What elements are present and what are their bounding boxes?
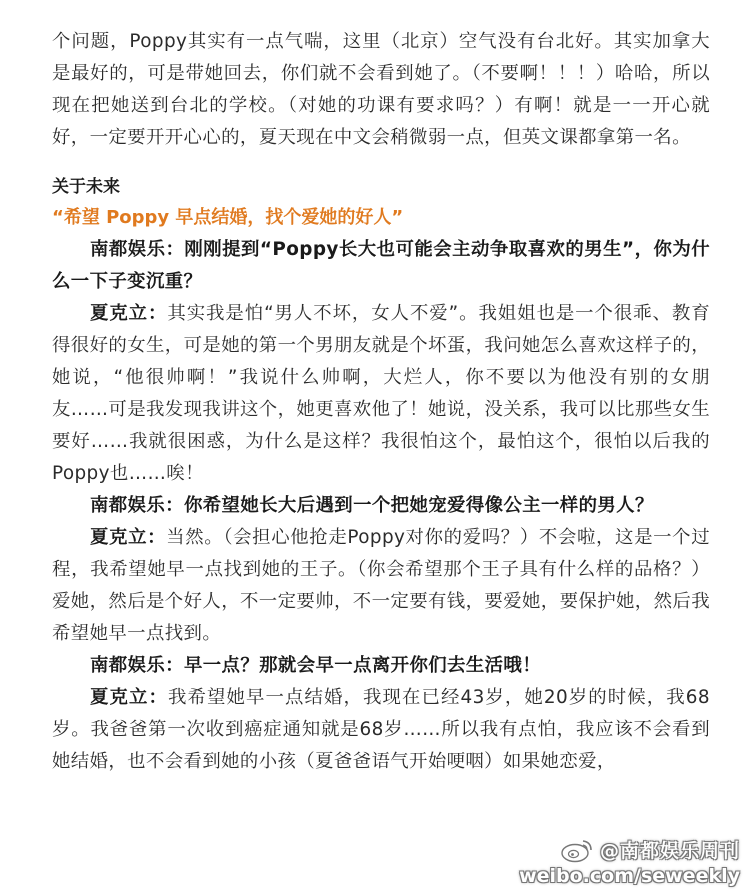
watermark-account-row <box>519 836 740 863</box>
intro-paragraph: 个问题，Poppy其实有一点气喘，这里（北京）空气没有台北好。其实加拿大是最好的，可是带她回去，你们就不会看到她了。（不要啊！！！）哈哈，所以现在把她送到台北的学校。（对她的功课有要求吗？）有啊！就是一一开心就好，一定要开开心心的，夏天现在中文会稍微弱一点，但英文课都拿第一名。 <box>52 31 710 148</box>
question-text: 刚刚提到“Poppy长大也可能会主动争取喜欢的男生”，你为什么一下子变沉重？ <box>52 239 710 292</box>
question-speaker: 南都娱乐： <box>90 655 184 676</box>
answer-speaker: 夏克立： <box>90 687 168 708</box>
qa-question <box>52 234 710 298</box>
answer-text: 我希望她早一点结婚，我现在已经43岁，她20岁的时候，我68岁。我爸爸第一次收到癌症通知就是68岁……所以我有点怕，我应该不会看到她结婚，也不会看到她的小孩（夏爸爸语气开始哽咽）如果她恋爱， <box>52 687 710 772</box>
qa-answer <box>52 682 710 778</box>
section-subtitle: “希望 Poppy 早点结婚，找个爱她的好人” <box>52 207 404 228</box>
weibo-logo-icon <box>560 837 594 863</box>
weibo-watermark <box>519 836 740 887</box>
question-text: 你希望她长大后遇到一个把她宠爱得像公主一样的男人？ <box>183 495 654 516</box>
watermark-account-name: @南都娱乐周刊 <box>599 840 740 862</box>
answer-speaker: 夏克立： <box>90 527 167 548</box>
answer-text: 当然。（会担心他抢走Poppy对你的爱吗？）不会啦，这是一个过程，我希望她早一点找到她的王子。（你会希望那个王子具有什么样的品格？）爱她，然后是个好人，不一定要帅，不一定要有钱，要爱她，要保护她，然后我希望她早一点找到。 <box>52 527 710 644</box>
qa-answer <box>52 298 710 490</box>
watermark-url: weibo.com/seweekly <box>519 865 740 887</box>
answer-speaker: 夏克立： <box>90 303 168 324</box>
section-heading: 关于未来 <box>52 177 120 197</box>
question-text: 早一点？那就会早一点离开你们去生活哦！ <box>183 655 541 676</box>
answer-text: 其实我是怕“男人不坏，女人不爱”。我姐姐也是一个很乖、教育得很好的女生，可是她的第一个男朋友就是个坏蛋，我问她怎么喜欢这样子的，她说，“他很帅啊！”我说什么帅啊，大烂人，你不要以为他没有别的女朋友……可是我发现我讲这个，她更喜欢他了！她说，没关系，我可以比那些女生要好……我就很困惑，为什么是这样？我很怕这个，最怕这个，很怕以后我的Poppy也……唉！ <box>52 303 710 484</box>
qa-answer <box>52 522 710 650</box>
article-body <box>52 26 710 778</box>
question-speaker: 南都娱乐： <box>90 239 185 260</box>
qa-question <box>52 650 710 682</box>
qa-question <box>52 490 710 522</box>
question-speaker: 南都娱乐： <box>90 495 184 516</box>
